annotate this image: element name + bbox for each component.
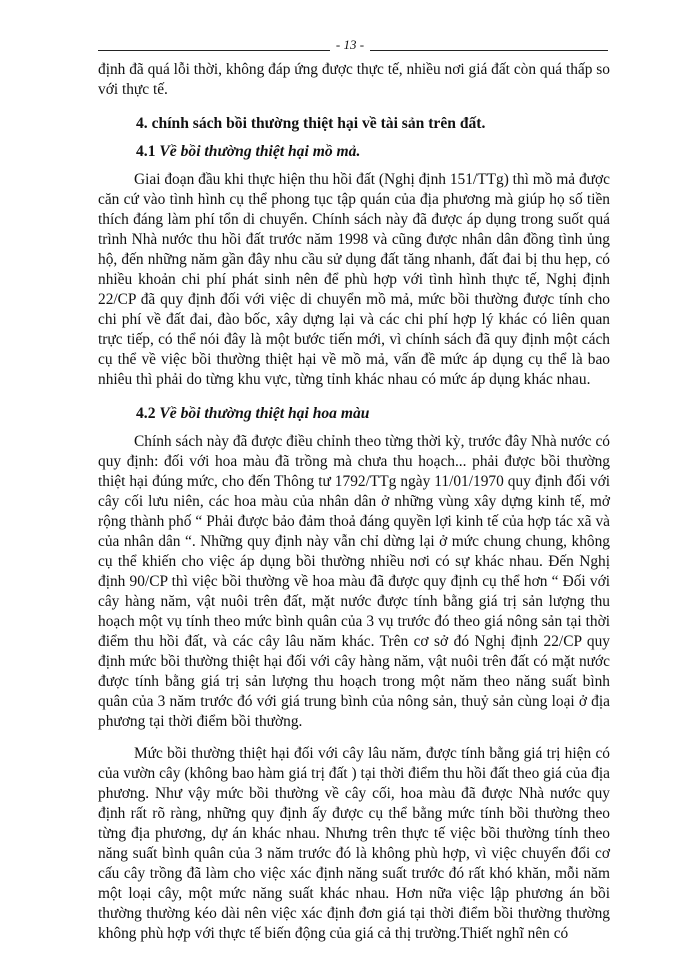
spacer — [98, 732, 610, 744]
section-heading-4-2: 4.2 Về bồi thường thiệt hại hoa màu — [136, 405, 370, 422]
spacer — [98, 100, 610, 114]
spacer — [98, 424, 610, 432]
paragraph-4-2-b: Mức bồi thường thiệt hại đối với cây lâu năm, được tính bằng giá trị hiện có của vườn cây (không bao hàm giá trị đất ) tại thời điểm thu hồi đất theo giá của địa phương. Như vậy mức bồi thường về cây cối, hoa màu đã được Nhà nước quy định rất rõ ràng, những quy định ấy được cụ thể bằng mức tính bồi thường theo từng địa phương, dự án khác nhau. Nhưng trên thực tế việc bồi thường tính theo năng suất bình quân của 3 năm trước đó là không phù hợp, vì việc chuyển đổi cơ cấu cây trồng đã làm cho việc xác định năng suất trước đó rất khó khăn, mỗi năm một loại cây, một mức năng suất khác nhau. Hơn nữa việc lập phương án bồi thường thường kéo dài nên việc xác định đơn giá tại thời điểm bồi thường thường không phù hợp với thực tế biến động của giá cả thị trường.Thiết nghĩ nên có — [98, 745, 610, 942]
paragraph-4-1: Giai đoạn đầu khi thực hiện thu hồi đất (Nghị định 151/TTg) thì mồ mả được căn cứ vào tình hình cụ thể phong tục tập quán của địa phương mà giúp họ số tiền thích đáng làm phí tổn di chuyển. Chính sách này đã được áp dụng trong suốt quá trình Nhà nước thu hồi đất trước năm 1998 và cũng được nhân dân đồng tình ủng hộ, đến những năm gần đây nhu cầu sử dụng đất tăng nhanh, đất đai bị thu hẹp, có nhiều khoản chi phí phát sinh nên để phù hợp với tình hình thực tế, Nghị định 22/CP đã quy định đối với việc di chuyển mồ mả, mức bồi thường được tính cho chi phí về đất đai, đào bốc, xây dựng lại và các chi phí hợp lý khác có liên quan trực tiếp, có thể nói đây là một bước tiến mới, vì chính sách đã quy định một cách cụ thể về việc bồi thường thiệt hại về mồ mả, vấn đề mức áp dụng cụ thể là bao nhiêu thì phải do từng khu vực, từng tỉnh khác nhau có mức áp dụng khác nhau. — [98, 171, 610, 388]
paragraph-intro: định đã quá lỗi thời, không đáp ứng được thực tế, nhiều nơi giá đất còn quá thấp so với thực tế. — [98, 61, 610, 98]
spacer — [98, 390, 610, 404]
spacer — [98, 162, 610, 170]
paragraph-4-2-a: Chính sách này đã được điều chỉnh theo từng thời kỳ, trước đây Nhà nước có quy định: đối với hoa màu đã trồng mà chưa thu hoạch... phải được bồi thường thiệt hại đúng mức, cho đến Thông tư 1792/TTg ngày 11/01/1970 quy định đối với cây cối lưu niên, các hoa màu của nhân dân ở những vùng xây dựng kinh tế, mở rộng thành phố “ Phải được bảo đảm thoả đáng quyền lợi kinh tế của hợp tác xã và của nhân dân “. Những quy định này vẫn chỉ dừng lại ở mức chung chung, không cụ thể khiến cho việc áp dụng bồi thường nhiều nơi có sự khác nhau. Đến Nghị định 90/CP thì việc bồi thường về hoa màu đã được quy định cụ thể hơn “ Đối với cây hàng năm, vật nuôi trên đất, mặt nước được tính bằng giá trị sản lượng thu hoạch một vụ tính theo mức bình quân của 3 vụ trước đó theo giá nông sản tại thời điểm thu hồi đất, và các cây lâu năm khác. Trên cơ sở đó Nghị định 22/CP quy định mức bồi thường thiệt hại đối với cây hàng năm, vật nuôi trên đất có mặt nước được tính bằng giá trị sản lượng thu hoạch trong một năm theo năng suất bình quân của 3 năm trước đó với giá trung bình của nông sản, thuỷ sản cùng loại ở địa phương tại thời điểm bồi thường. — [98, 433, 610, 730]
section-heading-4-1: 4.1 Về bồi thường thiệt hại mồ mả. — [136, 143, 361, 160]
section-heading-4: 4. chính sách bồi thường thiệt hại về tài sản trên đất. — [136, 115, 486, 132]
document-body — [98, 60, 610, 944]
page-number: - 13 - — [0, 38, 700, 52]
spacer — [98, 134, 610, 142]
